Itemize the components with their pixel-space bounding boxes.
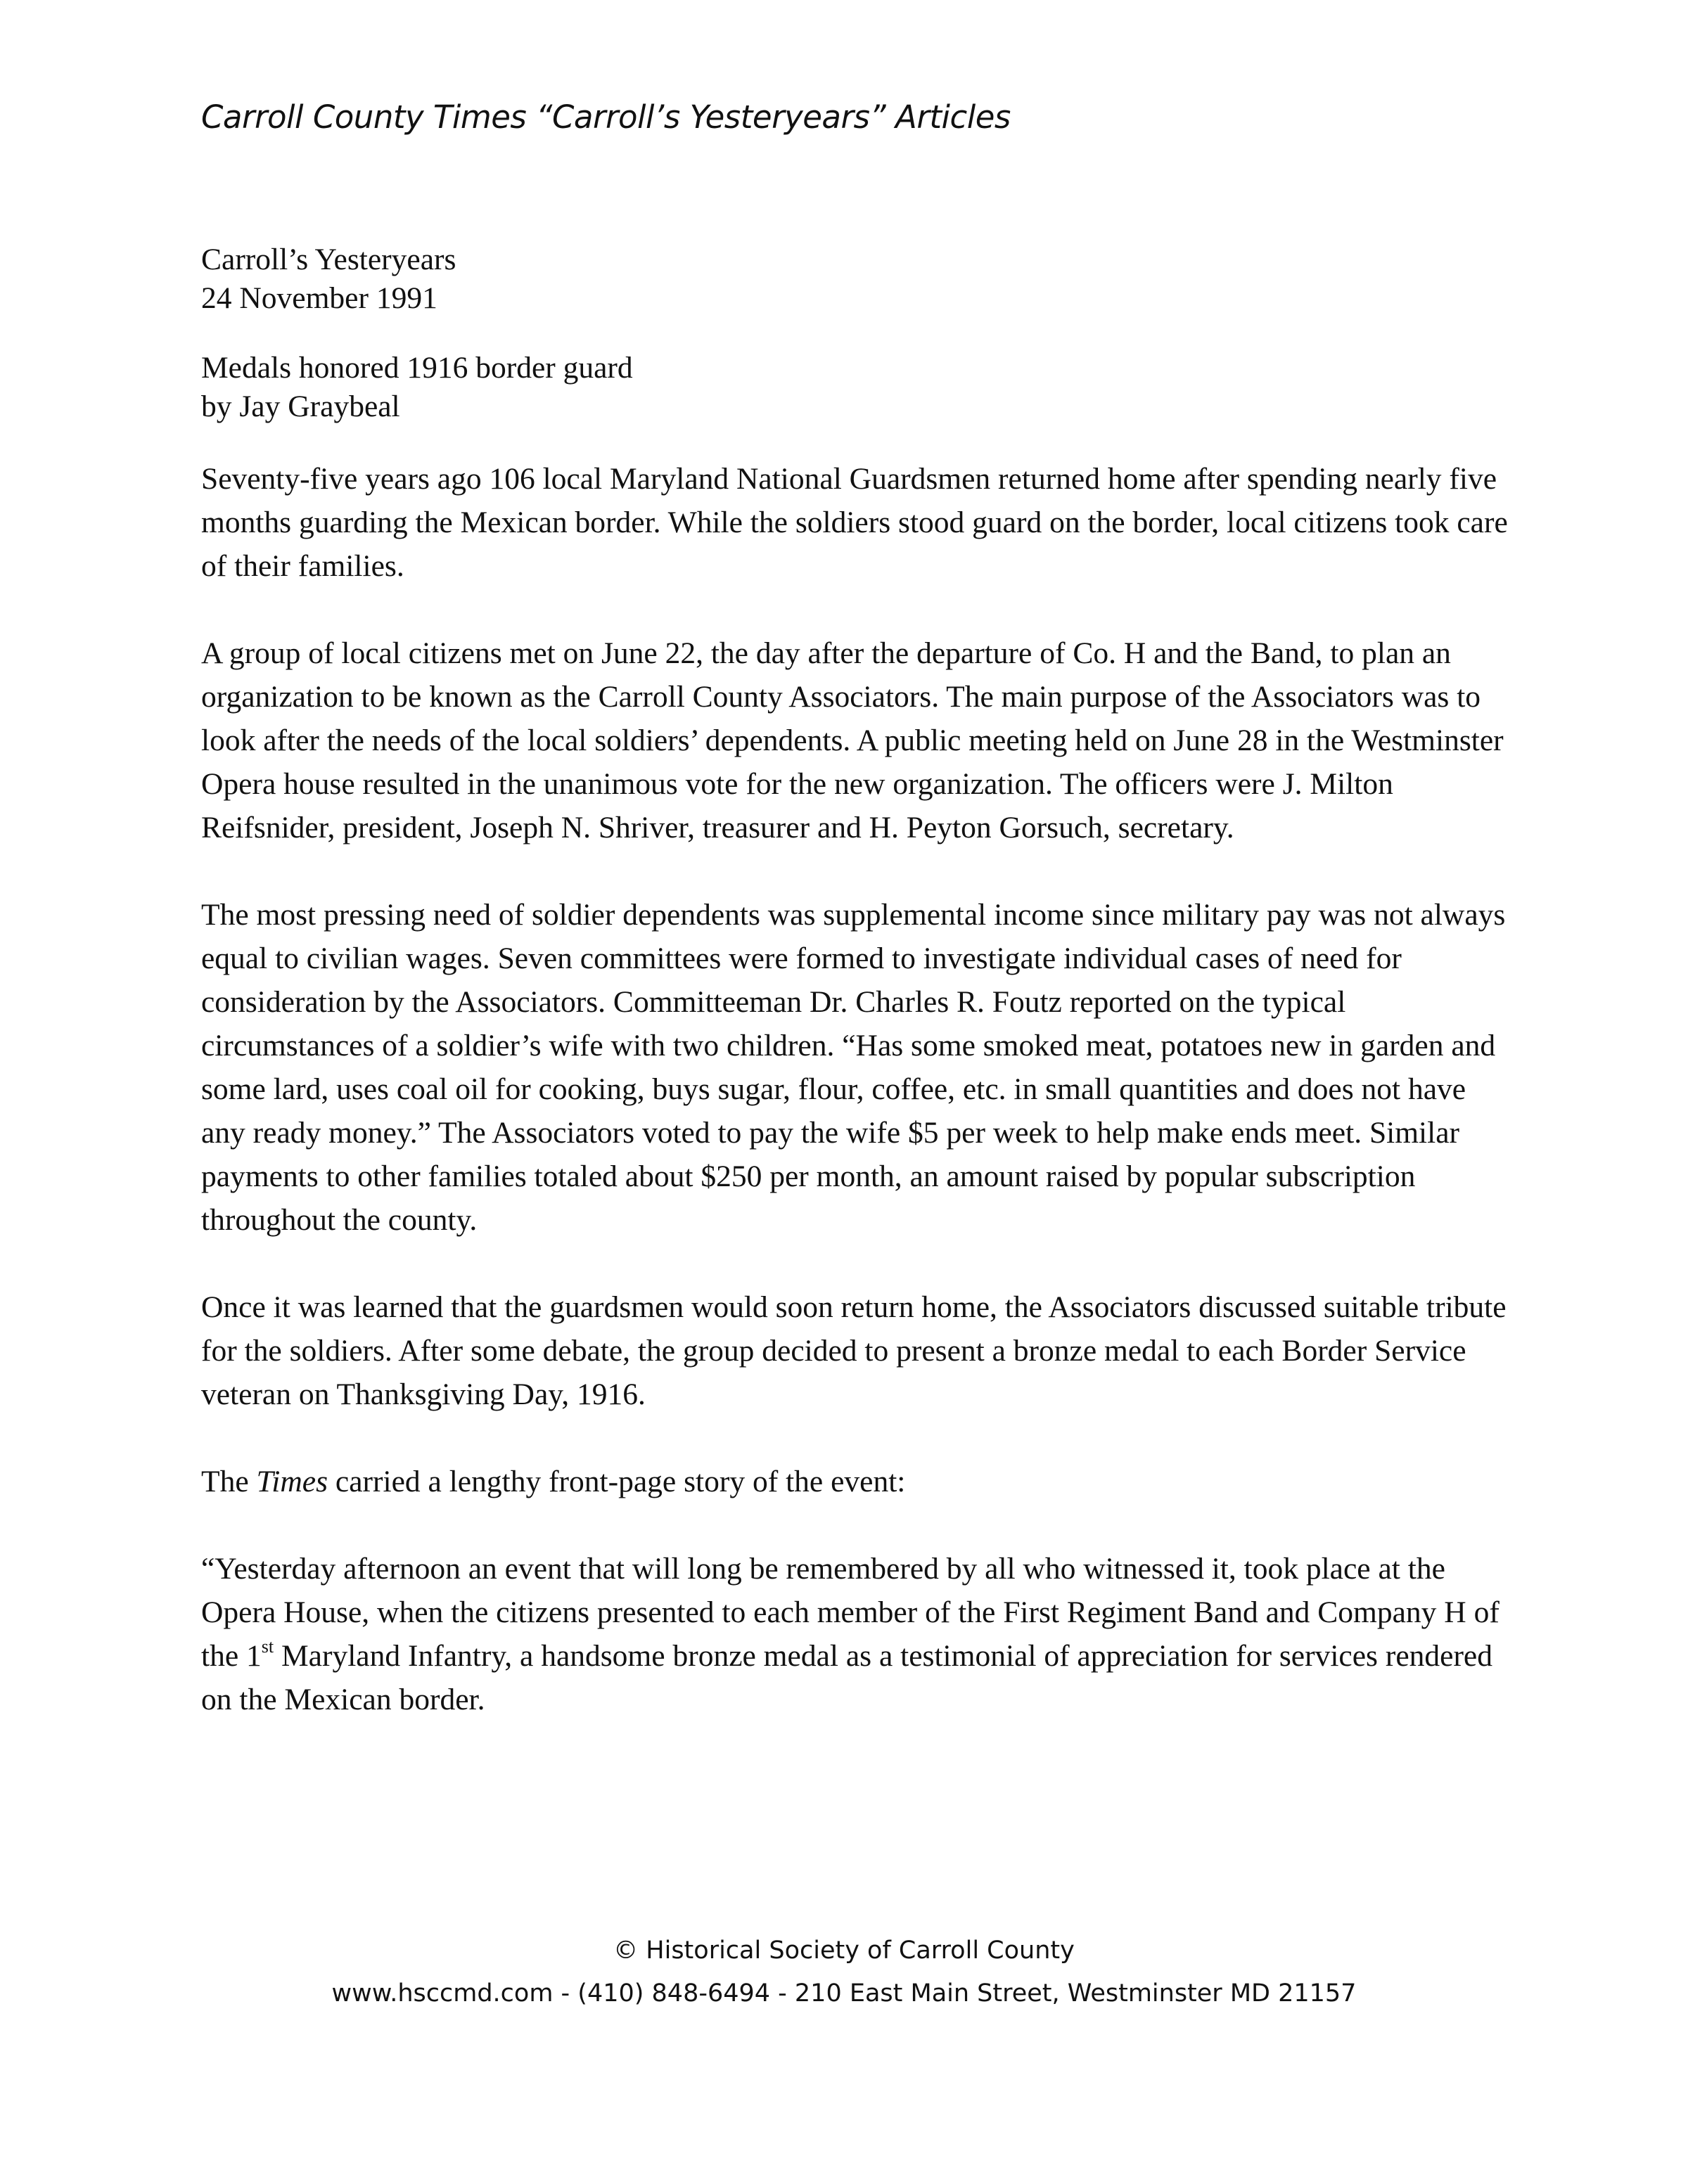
paragraph-5-pre: The <box>201 1465 257 1498</box>
footer-copyright: © Historical Society of Carroll County <box>613 1936 1075 1965</box>
paragraph-2: A group of local citizens met on June 22, the day after the departure of Co. H and the Band, to plan an organization to be known as the Carroll County Associators. The main purpose of the Associators was to look after the needs of the local soldiers’ dependents. A public meeting held on June 28 in the Westminster Opera house resulted in the unanimous vote for the new organization. The officers were J. Milton Reifsnider, president, Joseph N. Shriver, treasurer and H. Peyton Gorsuch, secretary. <box>201 636 1504 844</box>
article-title-block <box>201 349 1509 426</box>
article-body <box>201 240 1509 1765</box>
article-headline: Medals honored 1916 border guard <box>201 351 633 385</box>
paragraph-6-quote <box>201 1547 1509 1721</box>
page-header-title: Carroll County Times “Carroll’s Yesteryears” Articles <box>201 98 1011 136</box>
paragraph-3: The most pressing need of soldier dependents was supplemental income since military pay was not always equal to civilian wages. Seven committees were formed to investigate individual cases of need for consideration by the Associators. Committeeman Dr. Charles R. Foutz reported on the typical circumstances of a soldier’s wife with two children. “Has some smoked meat, potatoes new in garden and some lard, uses coal oil for cooking, buys sugar, flour, coffee, etc. in small quantities and does not have any ready money.” The Associators voted to pay the wife $5 per week to help make ends meet. Similar payments to other families totaled about $250 per month, an amount raised by popular subscription throughout the county. <box>201 898 1506 1237</box>
footer-contact: www.hsccmd.com - (410) 848-6494 - 210 East Main Street, Westminster MD 21157 <box>331 1979 1357 2008</box>
article-meta <box>201 240 1509 318</box>
article-series: Carroll’s Yesteryears <box>201 243 456 276</box>
newspaper-name: Times <box>256 1465 328 1498</box>
article-byline: by Jay Graybeal <box>201 390 400 423</box>
quote-part-2: Maryland Infantry, a handsome bronze medal as a testimonial of appreciation for services rendered on the Mexican border. <box>201 1639 1492 1716</box>
paragraph-5 <box>201 1460 1509 1503</box>
article-date: 24 November 1991 <box>201 281 437 315</box>
paragraph-1: Seventy-five years ago 106 local Maryland National Guardsmen returned home after spending nearly five months guarding the Mexican border. While the soldiers stood guard on the border, local citizens took care of their families. <box>201 462 1508 583</box>
ordinal-suffix: st <box>261 1636 274 1657</box>
quote-part-1: “Yesterday afternoon an event that will long be remembered by all who witnessed it, took place at the Opera House, when the citizens presented to each member of the First Regiment Band and Company H of the 1 <box>201 1552 1500 1673</box>
paragraph-5-post: carried a lengthy front-page story of the event: <box>328 1465 906 1498</box>
paragraph-4: Once it was learned that the guardsmen would soon return home, the Associators discussed suitable tribute for the soldiers. After some debate, the group decided to present a bronze medal to each Border Service veteran on Thanksgiving Day, 1916. <box>201 1290 1507 1411</box>
